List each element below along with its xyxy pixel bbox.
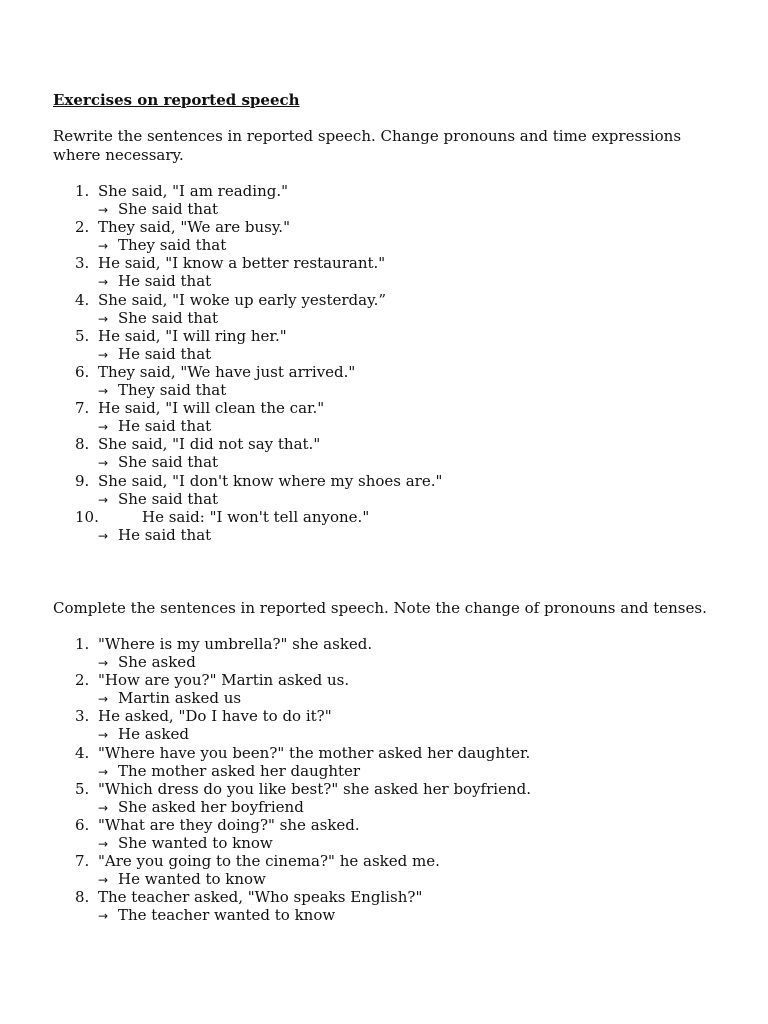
arrow-right-icon: → <box>98 492 109 507</box>
arrow-right-icon: → <box>98 383 109 398</box>
exercise-item <box>53 435 733 471</box>
answer-stem: He said that <box>118 272 212 291</box>
exercise-item <box>53 363 733 399</box>
arrow-right-icon: → <box>98 203 109 217</box>
item-answer-prompt <box>98 762 360 781</box>
arrow-right-icon: → <box>98 800 109 815</box>
arrow-right-icon: → <box>98 728 109 743</box>
item-number: 8. <box>75 435 90 454</box>
item-answer-prompt <box>98 906 335 925</box>
arrow-right-icon: → <box>98 311 109 326</box>
item-sentence: She said, "I am reading." <box>98 182 289 200</box>
item-number: 8. <box>75 888 90 907</box>
exercise-item <box>53 182 733 218</box>
arrow-right-icon: → <box>98 836 109 851</box>
answer-stem: He said that <box>118 417 212 436</box>
item-answer-prompt <box>98 345 211 364</box>
exercise-item <box>53 399 733 435</box>
exercise-item <box>53 707 733 743</box>
exercise-item <box>53 472 733 508</box>
exercise-item <box>53 327 733 363</box>
item-sentence: "How are you?" Martin asked us. <box>98 671 350 690</box>
exercise-item <box>53 888 733 924</box>
item-sentence: "Where have you been?" the mother asked her daughter. <box>98 743 531 762</box>
answer-stem: She said that <box>118 453 219 472</box>
arrow-right-icon: → <box>98 764 109 779</box>
exercise-item <box>53 744 733 780</box>
answer-stem: Martin asked us <box>118 689 242 708</box>
arrow-right-icon: → <box>98 420 109 435</box>
arrow-right-icon: → <box>98 909 109 924</box>
item-number: 5. <box>75 326 90 345</box>
arrow-right-icon: → <box>98 456 109 471</box>
answer-stem: He wanted to know <box>118 870 266 889</box>
item-sentence: She said, "I don't know where my shoes are." <box>98 471 443 490</box>
item-answer-prompt <box>98 689 241 708</box>
answer-stem: The mother asked her daughter <box>118 761 361 780</box>
section2-instruction: Complete the sentences in reported speech. Note the change of pronouns and tenses. <box>53 599 707 617</box>
answer-stem: She said that <box>118 200 219 218</box>
exercise-item <box>53 218 733 254</box>
item-number: 1. <box>75 182 90 200</box>
answer-stem: He said that <box>118 344 212 363</box>
answer-stem: He asked <box>118 725 189 744</box>
answer-stem: They said that <box>118 380 227 399</box>
item-answer-prompt <box>98 417 211 436</box>
answer-stem: She asked her boyfriend <box>118 797 304 816</box>
answer-stem: She said that <box>118 489 219 508</box>
answer-stem: They said that <box>118 236 227 255</box>
item-answer-prompt <box>98 309 218 328</box>
section2-exercise-list <box>53 635 733 925</box>
item-answer-prompt <box>98 725 189 744</box>
item-sentence: He asked, "Do I have to do it?" <box>98 707 332 726</box>
item-number: 3. <box>75 254 90 273</box>
item-sentence: He said: "I won't tell anyone." <box>142 507 370 526</box>
item-sentence: "Where is my umbrella?" she asked. <box>98 635 373 653</box>
item-number: 2. <box>75 671 90 690</box>
arrow-right-icon: → <box>98 347 109 362</box>
item-sentence: The teacher asked, "Who speaks English?" <box>98 888 423 907</box>
item-number: 4. <box>75 743 90 762</box>
arrow-right-icon: → <box>98 275 109 290</box>
item-answer-prompt <box>98 453 218 472</box>
exercise-item <box>53 291 733 327</box>
item-number: 1. <box>75 635 90 653</box>
item-number: 4. <box>75 290 90 309</box>
item-answer-prompt <box>98 526 211 545</box>
item-answer-prompt <box>98 870 266 889</box>
item-sentence: He said, "I will ring her." <box>98 326 287 345</box>
item-answer-prompt <box>98 653 196 672</box>
item-number: 3. <box>75 707 90 726</box>
item-answer-prompt <box>98 381 226 400</box>
arrow-right-icon: → <box>98 873 109 888</box>
item-number: 6. <box>75 362 90 381</box>
item-number: 9. <box>75 471 90 490</box>
item-number: 2. <box>75 218 90 237</box>
arrow-right-icon: → <box>98 692 109 707</box>
item-sentence: "Which dress do you like best?" she asked her boyfriend. <box>98 779 531 798</box>
item-number: 7. <box>75 399 90 418</box>
item-sentence: They said, "We have just arrived." <box>98 362 356 381</box>
exercise-item <box>53 816 733 852</box>
section1-exercise-list <box>53 182 733 544</box>
exercise-item <box>53 635 733 671</box>
arrow-right-icon: → <box>98 656 109 670</box>
item-sentence: He said, "I know a better restaurant." <box>98 254 386 273</box>
answer-stem: She asked <box>118 653 196 671</box>
answer-stem: The teacher wanted to know <box>118 906 336 925</box>
item-sentence: "Are you going to the cinema?" he asked me. <box>98 852 440 871</box>
item-number: 5. <box>75 779 90 798</box>
item-answer-prompt <box>98 236 226 255</box>
item-number: 10. <box>75 507 99 526</box>
item-answer-prompt <box>98 834 273 853</box>
section1-instruction: Rewrite the sentences in reported speech. Change pronouns and time expressions where necessary. <box>53 127 682 164</box>
item-answer-prompt <box>98 490 218 509</box>
item-number: 7. <box>75 852 90 871</box>
answer-stem: She wanted to know <box>118 833 273 852</box>
exercise-item <box>53 254 733 290</box>
item-sentence: He said, "I will clean the car." <box>98 399 325 418</box>
item-answer-prompt <box>98 200 218 219</box>
exercise-item <box>53 508 733 544</box>
item-answer-prompt <box>98 272 211 291</box>
item-sentence: They said, "We are busy." <box>98 218 290 237</box>
exercise-item <box>53 780 733 816</box>
answer-stem: He said that <box>118 525 212 544</box>
item-sentence: "What are they doing?" she asked. <box>98 815 360 834</box>
item-sentence: She said, "I woke up early yesterday.” <box>98 290 387 309</box>
arrow-right-icon: → <box>98 528 109 543</box>
item-sentence: She said, "I did not say that." <box>98 435 321 454</box>
exercise-item <box>53 852 733 888</box>
page-title: Exercises on reported speech <box>53 91 300 109</box>
answer-stem: She said that <box>118 308 219 327</box>
item-answer-prompt <box>98 798 304 817</box>
arrow-right-icon: → <box>98 239 109 254</box>
item-number: 6. <box>75 815 90 834</box>
exercise-item <box>53 671 733 707</box>
